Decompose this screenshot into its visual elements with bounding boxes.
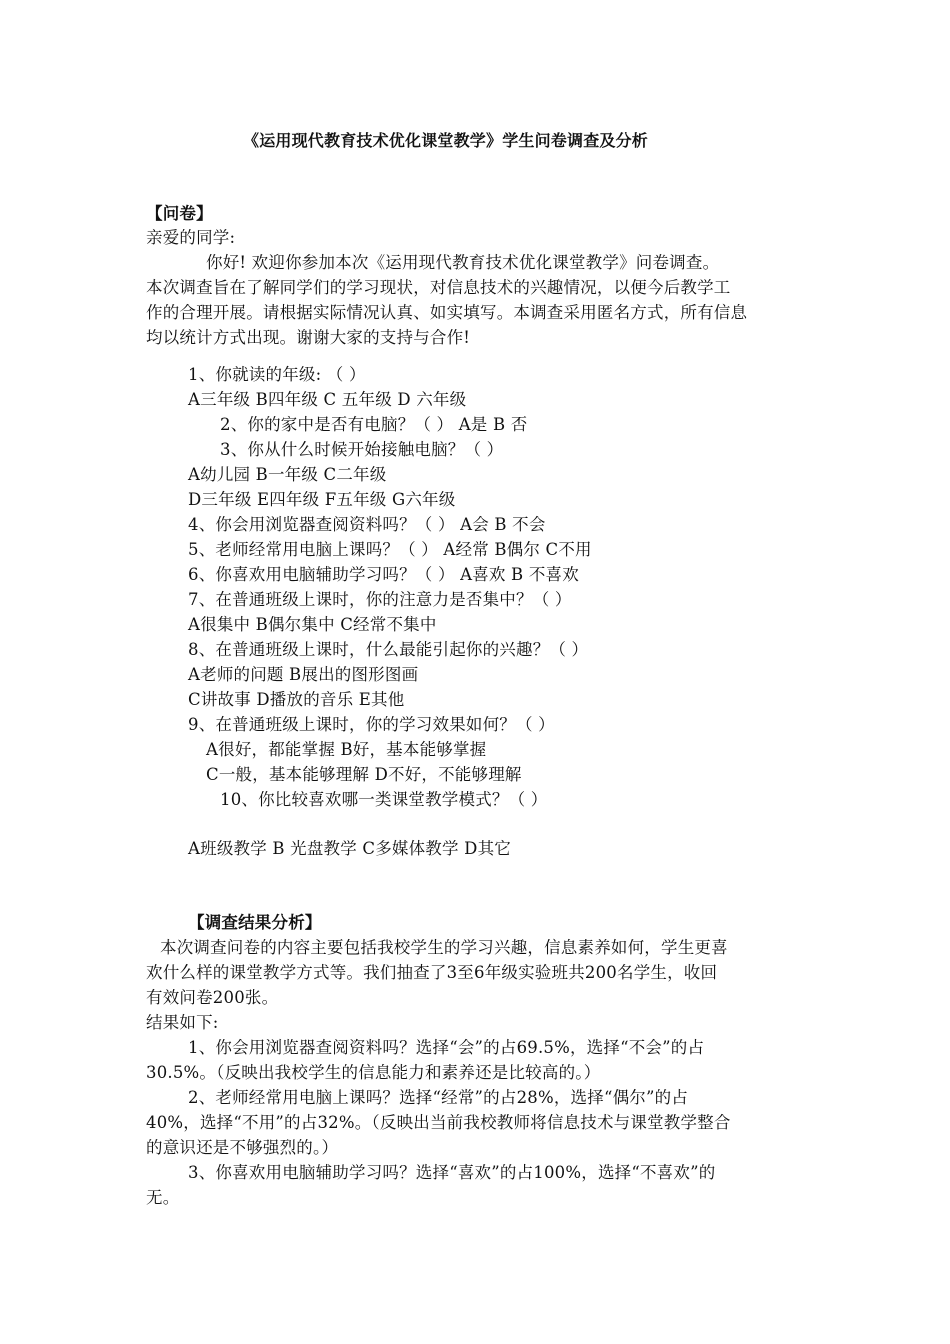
question-line: 9、在普通班级上课时，你的学习效果如何？（ ） (188, 715, 555, 734)
analysis-line: 3、你喜欢用电脑辅助学习吗？选择“喜欢”的占100%，选择“不喜欢”的 (188, 1163, 716, 1182)
analysis-line: 2、老师经常用电脑上课吗？选择“经常”的占28%，选择“偶尔”的占 (188, 1088, 689, 1107)
questionnaire-heading: 【问卷】 (146, 204, 213, 223)
question-line: 6、你喜欢用电脑辅助学习吗？（ ） A喜欢 B 不喜欢 (188, 565, 579, 584)
analysis-line: 的意识还是不够强烈的。） (146, 1138, 339, 1157)
question-line: 10、你比较喜欢哪一类课堂教学模式？（ ） (220, 790, 548, 809)
question-line: 3、你从什么时候开始接触电脑？（ ） (220, 440, 504, 459)
question-line: D三年级 E四年级 F五年级 G六年级 (188, 490, 456, 509)
intro-line: 本次调查旨在了解同学们的学习现状，对信息技术的兴趣情况，以便今后教学工 (146, 278, 731, 297)
analysis-line: 结果如下: (146, 1013, 219, 1032)
document-title: 《运用现代教育技术优化课堂教学》学生问卷调查及分析 (243, 131, 649, 150)
question-line: A很集中 B偶尔集中 C经常不集中 (188, 615, 437, 634)
question-line: A幼儿园 B一年级 C二年级 (188, 465, 387, 484)
question-line: 7、在普通班级上课时，你的注意力是否集中？（ ） (188, 590, 572, 609)
analysis-heading: 【调查结果分析】 (188, 913, 322, 932)
analysis-line: 1、你会用浏览器查阅资料吗？选择“会”的占69.5%，选择“不会”的占 (188, 1038, 705, 1057)
analysis-line: 有效问卷200张。 (146, 988, 279, 1007)
question-line: 4、你会用浏览器查阅资料吗？（ ） A会 B 不会 (188, 515, 546, 534)
question-line: 8、在普通班级上课时，什么最能引起你的兴趣？（ ） (188, 640, 589, 659)
analysis-line: 无。 (146, 1188, 180, 1207)
greeting: 亲爱的同学: (146, 228, 236, 247)
question-line: 2、你的家中是否有电脑？（ ） A是 B 否 (220, 415, 528, 434)
question-line: A老师的问题 B展出的图形图画 (188, 665, 419, 684)
analysis-line: 40%，选择“不用”的占32%。（反映出当前我校教师将信息技术与课堂教学整合 (146, 1113, 731, 1132)
question-line: C讲故事 D播放的音乐 E其他 (188, 690, 405, 709)
intro-line: 作的合理开展。请根据实际情况认真、如实填写。本调查采用匿名方式，所有信息 (146, 303, 748, 322)
question-line: A很好，都能掌握 B好，基本能够掌握 (206, 740, 487, 759)
intro-line: 你好! 欢迎你参加本次《运用现代教育技术优化课堂教学》问卷调查。 (206, 253, 720, 272)
question-line: C一般，基本能够理解 D不好，不能够理解 (206, 765, 522, 784)
analysis-line: 30.5%。（反映出我校学生的信息能力和素养还是比较高的。） (146, 1063, 601, 1082)
question-line: 1、你就读的年级: （ ） (188, 365, 366, 384)
question-line: A三年级 B四年级 C 五年级 D 六年级 (188, 390, 467, 409)
analysis-line: 本次调查问卷的内容主要包括我校学生的学习兴趣，信息素养如何，学生更喜 (160, 938, 728, 957)
question-line: A班级教学 B 光盘教学 C多媒体教学 D其它 (188, 839, 511, 858)
question-line: 5、老师经常用电脑上课吗？（ ） A经常 B偶尔 C不用 (188, 540, 592, 559)
intro-line: 均以统计方式出现。谢谢大家的支持与合作! (146, 328, 471, 347)
analysis-line: 欢什么样的课堂教学方式等。我们抽查了3至6年级实验班共200名学生，收回 (146, 963, 718, 982)
